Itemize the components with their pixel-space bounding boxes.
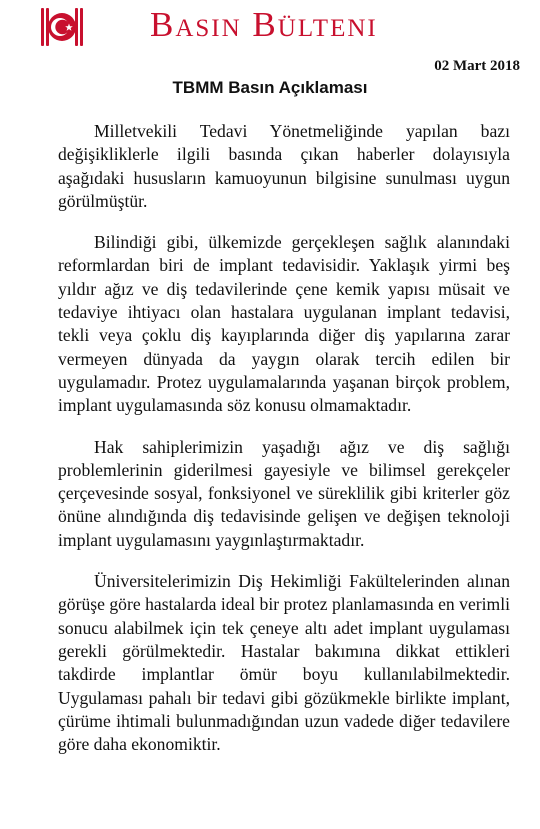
press-release-banner-title: Basın Bülteni — [150, 5, 378, 44]
body-paragraph: Bilindiği gibi, ülkemizde gerçekleşen sağlık alanındaki reformlardan biri de implant tedavisidir. Yaklaşık yirmi beş yıldır ağız ve diş tedavilerinde çene kemik yapısı müsait ve tedaviye ihtiyacı olan hastalara uygulanan implant tedavisi, tekli veya çoklu diş kayıplarında diğer diş yapılarına zarar vermeyen dünyada da yaygın olarak tercih edilen bir uygulamadır. Protez uygulamalarında yaşanan birçok problem, implant uygulamasında söz konusu olmamaktadır. — [58, 232, 510, 416]
body-paragraph: Hak sahiplerimizin yaşadığı ağız ve diş sağlığı problemlerinin giderilmesi gayesiyle ve bilimsel gerekçeler çerçevesinde sosyal, fonksiyonel ve süreklilik gibi kriterler göz önüne alındığında diş tedavisinde gelişen ve değişen teknoloji implant uygulamasını yaygınlaştırmaktadır. — [58, 436, 510, 550]
document-title: TBMM Basın Açıklaması — [172, 78, 368, 97]
body-paragraph: Milletvekili Tedavi Yönetmeliğinde yapılan bazı değişikliklerle ilgili basında çıkan haberler dolayısıyla aşağıdaki hususların kamuoyunun bilgisine sunulması uygun görülmüştür. — [58, 121, 510, 211]
body-paragraph: Üniversitelerimizin Diş Hekimliği Fakültelerinden alınan görüşe göre hastalarda ideal bir protez planlamasında en verimli sonucu alabilmek için tek çeneye altı adet implant uygulaması gerekli görülmektedir. Hastalar bakımına dikkat ettikleri takdirde implantlar ömür boyu kullanılabilmektedir. Uygulaması pahalı bir tedavi gibi gözükmekle birlikte implant, çürüme ihtimali bulunmadığından uzun vadede diğer tedavilere göre daha ekonomiktir. — [58, 571, 510, 755]
tbmm-emblem-icon — [36, 6, 88, 48]
press-release-header — [0, 0, 540, 50]
release-date: 02 Mart 2018 — [434, 58, 520, 74]
document-body — [58, 120, 510, 774]
